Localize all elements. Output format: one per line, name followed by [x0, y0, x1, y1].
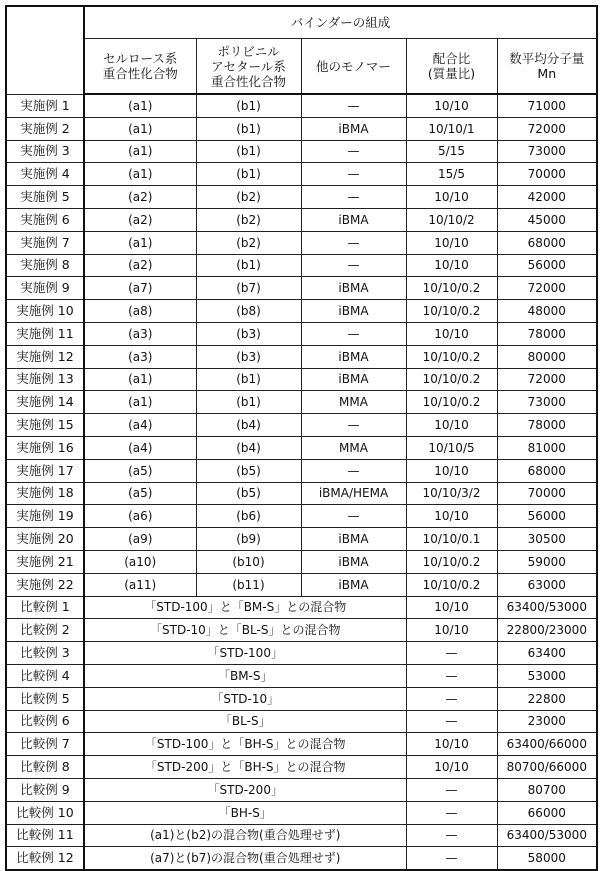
cell-ratio: 10/10: [406, 596, 497, 619]
cell-cellulose: (a1): [84, 117, 196, 140]
cell-monomer: iBMA: [301, 573, 406, 596]
cell-monomer: —: [301, 94, 406, 117]
column-header-monomer: [301, 39, 406, 95]
header-row-group: [6, 6, 597, 39]
table-row-example: [6, 550, 597, 573]
cell-mn: 73000: [497, 140, 597, 163]
cell-cellulose: (a8): [84, 300, 196, 323]
cell-mn: 78000: [497, 322, 597, 345]
cell-ratio: 10/10/0.2: [406, 573, 497, 596]
cell-pva: (b4): [196, 436, 301, 459]
cell-composition: 「STD-200」と「BH-S」との混合物: [84, 756, 406, 779]
cell-cellulose: (a6): [84, 505, 196, 528]
row-label: 実施例 15: [6, 414, 84, 437]
cell-composition: 「STD-10」: [84, 687, 406, 710]
cell-pva: (b1): [196, 391, 301, 414]
cell-ratio: —: [406, 710, 497, 733]
cell-cellulose: (a1): [84, 231, 196, 254]
cell-pva: (b3): [196, 322, 301, 345]
table-row-example: [6, 414, 597, 437]
cell-mn: 68000: [497, 231, 597, 254]
table-row-comparative: [6, 619, 597, 642]
cell-composition: (a7)と(b7)の混合物(重合処理せず): [84, 847, 406, 870]
cell-cellulose: (a3): [84, 322, 196, 345]
cell-mn: 71000: [497, 94, 597, 117]
row-label: 実施例 11: [6, 322, 84, 345]
row-label: 実施例 3: [6, 140, 84, 163]
cell-ratio: 5/15: [406, 140, 497, 163]
cell-mn: 42000: [497, 186, 597, 209]
table-row-example: [6, 186, 597, 209]
cell-ratio: —: [406, 824, 497, 847]
cell-ratio: 10/10: [406, 733, 497, 756]
cell-ratio: 10/10/0.2: [406, 300, 497, 323]
cell-ratio: 10/10/5: [406, 436, 497, 459]
cell-cellulose: (a2): [84, 208, 196, 231]
cell-ratio: 10/10: [406, 322, 497, 345]
cell-pva: (b8): [196, 300, 301, 323]
row-label: 実施例 12: [6, 345, 84, 368]
row-label: 実施例 6: [6, 208, 84, 231]
row-label: 実施例 2: [6, 117, 84, 140]
table-row-comparative: [6, 847, 597, 870]
cell-pva: (b5): [196, 459, 301, 482]
table-row-example: [6, 94, 597, 117]
table-row-comparative: [6, 733, 597, 756]
row-label: 実施例 9: [6, 277, 84, 300]
cell-cellulose: (a1): [84, 391, 196, 414]
table-row-example: [6, 117, 597, 140]
row-label: 実施例 5: [6, 186, 84, 209]
table-row-example: [6, 368, 597, 391]
cell-pva: (b7): [196, 277, 301, 300]
cell-ratio: 10/10: [406, 254, 497, 277]
cell-mn: 48000: [497, 300, 597, 323]
cell-ratio: 10/10/0.1: [406, 528, 497, 551]
cell-composition: 「STD-200」: [84, 778, 406, 801]
table-row-example: [6, 140, 597, 163]
row-label: 比較例 10: [6, 801, 84, 824]
cell-mn: 63400/66000: [497, 733, 597, 756]
row-label: 実施例 17: [6, 459, 84, 482]
cell-mn: 22800/23000: [497, 619, 597, 642]
cell-monomer: iBMA/HEMA: [301, 482, 406, 505]
row-label: 比較例 1: [6, 596, 84, 619]
cell-mn: 63400/53000: [497, 596, 597, 619]
cell-composition: 「STD-100」: [84, 642, 406, 665]
cell-composition: 「STD-100」と「BM-S」との混合物: [84, 596, 406, 619]
cell-mn: 70000: [497, 163, 597, 186]
row-label: 比較例 9: [6, 778, 84, 801]
cell-monomer: iBMA: [301, 528, 406, 551]
row-label: 実施例 18: [6, 482, 84, 505]
row-label: 実施例 8: [6, 254, 84, 277]
cell-monomer: MMA: [301, 436, 406, 459]
cell-mn: 53000: [497, 664, 597, 687]
cell-monomer: —: [301, 505, 406, 528]
table-row-example: [6, 231, 597, 254]
cell-monomer: —: [301, 459, 406, 482]
cell-monomer: —: [301, 163, 406, 186]
table-row-comparative: [6, 642, 597, 665]
row-label: 実施例 22: [6, 573, 84, 596]
cell-mn: 63400/53000: [497, 824, 597, 847]
cell-pva: (b2): [196, 231, 301, 254]
table-row-comparative: [6, 710, 597, 733]
row-label: 実施例 10: [6, 300, 84, 323]
column-header-label: 他のモノマー: [316, 58, 391, 74]
cell-ratio: 15/5: [406, 163, 497, 186]
cell-pva: (b2): [196, 186, 301, 209]
table-row-example: [6, 528, 597, 551]
table-row-example: [6, 391, 597, 414]
cell-pva: (b5): [196, 482, 301, 505]
row-label: 比較例 3: [6, 642, 84, 665]
cell-ratio: 10/10: [406, 619, 497, 642]
cell-composition: 「STD-10」と「BL-S」との混合物: [84, 619, 406, 642]
column-header-label: ポリビニル アセタール系 重合性化合物: [210, 43, 286, 89]
cell-ratio: 10/10/3/2: [406, 482, 497, 505]
cell-monomer: iBMA: [301, 368, 406, 391]
table-row-comparative: [6, 778, 597, 801]
cell-cellulose: (a1): [84, 94, 196, 117]
row-label: 実施例 21: [6, 550, 84, 573]
table-row-example: [6, 277, 597, 300]
table-row-example: [6, 163, 597, 186]
cell-mn: 23000: [497, 710, 597, 733]
group-header: バインダーの組成: [84, 6, 597, 39]
cell-mn: 72000: [497, 277, 597, 300]
cell-ratio: —: [406, 687, 497, 710]
table-row-example: [6, 505, 597, 528]
cell-mn: 70000: [497, 482, 597, 505]
cell-composition: 「STD-100」と「BH-S」との混合物: [84, 733, 406, 756]
cell-monomer: —: [301, 322, 406, 345]
cell-ratio: 10/10: [406, 186, 497, 209]
cell-monomer: iBMA: [301, 300, 406, 323]
row-label-header: [6, 6, 84, 94]
cell-ratio: —: [406, 801, 497, 824]
cell-pva: (b1): [196, 94, 301, 117]
cell-cellulose: (a5): [84, 459, 196, 482]
table-row-comparative: [6, 596, 597, 619]
cell-cellulose: (a7): [84, 277, 196, 300]
cell-mn: 80700: [497, 778, 597, 801]
cell-cellulose: (a3): [84, 345, 196, 368]
cell-ratio: 10/10/0.2: [406, 391, 497, 414]
cell-cellulose: (a9): [84, 528, 196, 551]
table-row-example: [6, 345, 597, 368]
row-label: 実施例 1: [6, 94, 84, 117]
cell-composition: (a1)と(b2)の混合物(重合処理せず): [84, 824, 406, 847]
cell-ratio: 10/10: [406, 459, 497, 482]
table-row-comparative: [6, 801, 597, 824]
row-label: 実施例 20: [6, 528, 84, 551]
column-header-label: セルロース系 重合性化合物: [102, 51, 178, 81]
cell-composition: 「BM-S」: [84, 664, 406, 687]
cell-monomer: —: [301, 186, 406, 209]
cell-ratio: 10/10: [406, 231, 497, 254]
cell-pva: (b1): [196, 117, 301, 140]
cell-pva: (b1): [196, 163, 301, 186]
cell-ratio: 10/10/2: [406, 208, 497, 231]
cell-ratio: 10/10/1: [406, 117, 497, 140]
cell-monomer: —: [301, 254, 406, 277]
cell-ratio: —: [406, 778, 497, 801]
cell-mn: 22800: [497, 687, 597, 710]
cell-ratio: —: [406, 847, 497, 870]
table-row-example: [6, 573, 597, 596]
cell-ratio: 10/10/0.2: [406, 550, 497, 573]
cell-mn: 56000: [497, 505, 597, 528]
cell-monomer: iBMA: [301, 345, 406, 368]
cell-ratio: —: [406, 642, 497, 665]
row-label: 比較例 7: [6, 733, 84, 756]
table-row-example: [6, 208, 597, 231]
row-label: 実施例 16: [6, 436, 84, 459]
table-row-example: [6, 482, 597, 505]
table-row-example: [6, 459, 597, 482]
table-row-example: [6, 300, 597, 323]
cell-mn: 68000: [497, 459, 597, 482]
cell-monomer: —: [301, 414, 406, 437]
cell-monomer: MMA: [301, 391, 406, 414]
column-header-label: 配合比 (質量比): [427, 51, 476, 81]
cell-ratio: 10/10/0.2: [406, 345, 497, 368]
cell-ratio: 10/10: [406, 505, 497, 528]
cell-cellulose: (a1): [84, 140, 196, 163]
cell-cellulose: (a2): [84, 186, 196, 209]
cell-cellulose: (a10): [84, 550, 196, 573]
table-row-comparative: [6, 824, 597, 847]
cell-pva: (b1): [196, 254, 301, 277]
cell-mn: 45000: [497, 208, 597, 231]
cell-cellulose: (a2): [84, 254, 196, 277]
cell-ratio: 10/10: [406, 756, 497, 779]
cell-mn: 80000: [497, 345, 597, 368]
column-header-pva: [196, 39, 301, 95]
cell-cellulose: (a1): [84, 368, 196, 391]
cell-mn: 78000: [497, 414, 597, 437]
cell-ratio: 10/10: [406, 94, 497, 117]
binder-composition-table: [5, 5, 598, 871]
cell-mn: 59000: [497, 550, 597, 573]
row-label: 比較例 12: [6, 847, 84, 870]
cell-monomer: iBMA: [301, 277, 406, 300]
cell-mn: 72000: [497, 117, 597, 140]
cell-monomer: iBMA: [301, 550, 406, 573]
cell-ratio: 10/10: [406, 414, 497, 437]
row-label: 実施例 13: [6, 368, 84, 391]
row-label: 比較例 6: [6, 710, 84, 733]
row-label: 比較例 8: [6, 756, 84, 779]
row-label: 比較例 4: [6, 664, 84, 687]
cell-pva: (b1): [196, 140, 301, 163]
row-label: 比較例 11: [6, 824, 84, 847]
row-label: 実施例 4: [6, 163, 84, 186]
cell-cellulose: (a11): [84, 573, 196, 596]
cell-mn: 63400: [497, 642, 597, 665]
cell-pva: (b9): [196, 528, 301, 551]
cell-mn: 72000: [497, 368, 597, 391]
cell-mn: 56000: [497, 254, 597, 277]
row-label: 比較例 5: [6, 687, 84, 710]
cell-monomer: —: [301, 231, 406, 254]
cell-mn: 63000: [497, 573, 597, 596]
cell-pva: (b2): [196, 208, 301, 231]
table-row-example: [6, 322, 597, 345]
table-body: [6, 94, 597, 870]
cell-pva: (b3): [196, 345, 301, 368]
table-row-comparative: [6, 687, 597, 710]
cell-monomer: iBMA: [301, 208, 406, 231]
cell-monomer: —: [301, 140, 406, 163]
cell-mn: 58000: [497, 847, 597, 870]
row-label: 実施例 19: [6, 505, 84, 528]
table-row-comparative: [6, 664, 597, 687]
cell-composition: 「BH-S」: [84, 801, 406, 824]
cell-pva: (b1): [196, 368, 301, 391]
cell-mn: 80700/66000: [497, 756, 597, 779]
cell-pva: (b10): [196, 550, 301, 573]
row-label: 実施例 14: [6, 391, 84, 414]
cell-mn: 73000: [497, 391, 597, 414]
cell-pva: (b4): [196, 414, 301, 437]
cell-pva: (b11): [196, 573, 301, 596]
table-row-example: [6, 254, 597, 277]
table-row-example: [6, 436, 597, 459]
column-header-ratio: [406, 39, 497, 95]
header-row-columns: [6, 39, 597, 95]
column-header-mn: [497, 39, 597, 95]
cell-pva: (b6): [196, 505, 301, 528]
cell-ratio: —: [406, 664, 497, 687]
cell-cellulose: (a5): [84, 482, 196, 505]
cell-composition: 「BL-S」: [84, 710, 406, 733]
column-header-cellulose: [84, 39, 196, 95]
row-label: 実施例 7: [6, 231, 84, 254]
cell-mn: 81000: [497, 436, 597, 459]
table-row-comparative: [6, 756, 597, 779]
row-label: 比較例 2: [6, 619, 84, 642]
cell-cellulose: (a1): [84, 163, 196, 186]
column-header-label: 数平均分子量 Mn: [509, 51, 585, 81]
cell-cellulose: (a4): [84, 436, 196, 459]
cell-cellulose: (a4): [84, 414, 196, 437]
cell-mn: 30500: [497, 528, 597, 551]
cell-ratio: 10/10/0.2: [406, 277, 497, 300]
cell-ratio: 10/10/0.2: [406, 368, 497, 391]
cell-mn: 66000: [497, 801, 597, 824]
cell-monomer: iBMA: [301, 117, 406, 140]
